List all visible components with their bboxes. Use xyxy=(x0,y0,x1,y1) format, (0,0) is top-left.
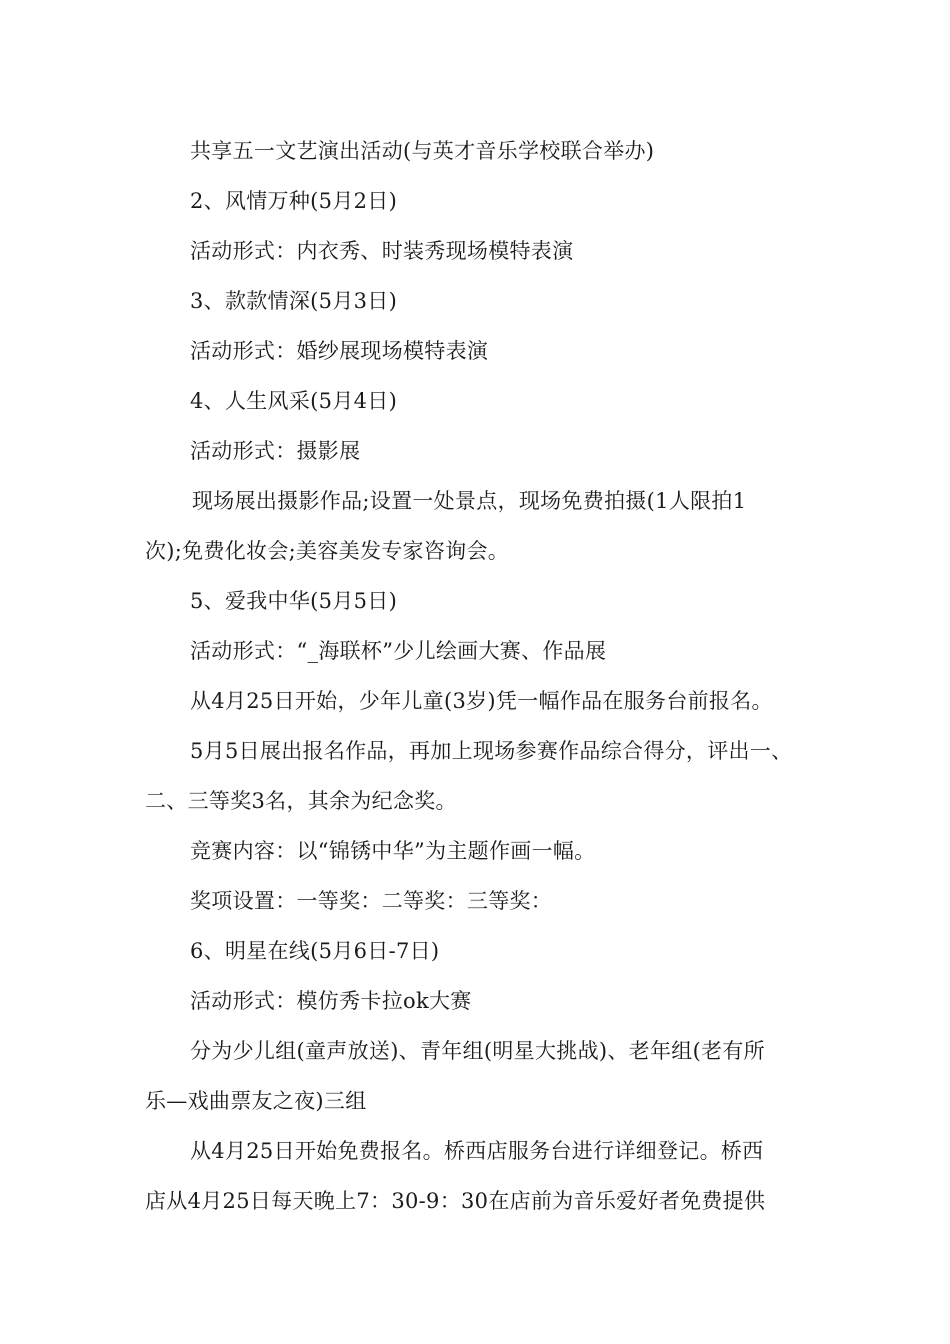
text-line: 从4月25日开始，少年儿童(3岁)凭一幅作品在服务台前报名。 xyxy=(190,689,773,713)
text-line: 奖项设置：一等奖：二等奖：三等奖： xyxy=(190,889,553,913)
text-line: 店从4月25日每天晚上7：30-9：30在店前为音乐爱好者免费提供 xyxy=(145,1189,766,1213)
text-line: 竞赛内容：以“锦锈中华”为主题作画一幅。 xyxy=(190,839,596,863)
text-line: 活动形式：内衣秀、时装秀现场模特表演 xyxy=(190,239,574,263)
text-line: 二、三等奖3名，其余为纪念奖。 xyxy=(145,789,457,813)
text-line: 6、明星在线(5月6日-7日) xyxy=(190,939,440,963)
text-line: 现场展出摄影作品;设置一处景点，现场免费拍摄(1人限拍1 xyxy=(192,489,747,513)
text-line: 2、风情万种(5月2日) xyxy=(190,189,398,213)
text-line: 活动形式：模仿秀卡拉ok大赛 xyxy=(190,989,472,1013)
text-line: 分为少儿组(童声放送)、青年组(明星大挑战)、老年组(老有所 xyxy=(190,1039,765,1063)
text-line: 活动形式：摄影展 xyxy=(190,439,361,463)
text-line: 活动形式：“_海联杯”少儿绘画大赛、作品展 xyxy=(190,639,607,663)
text-line: 从4月25日开始免费报名。桥西店服务台进行详细登记。桥西 xyxy=(190,1139,764,1163)
text-line: 4、人生风采(5月4日) xyxy=(190,389,398,413)
text-line: 活动形式：婚纱展现场模特表演 xyxy=(190,339,489,363)
text-line: 5月5日展出报名作品，再加上现场参赛作品综合得分，评出一、 xyxy=(190,739,793,763)
text-line: 次);免费化妆会;美容美发专家咨询会。 xyxy=(145,539,510,563)
text-line: 乐—戏曲票友之夜)三组 xyxy=(145,1089,367,1113)
text-line: 共享五一文艺演出活动(与英才音乐学校联合举办) xyxy=(190,139,655,163)
text-line: 3、款款情深(5月3日) xyxy=(190,289,398,313)
text-line: 5、爱我中华(5月5日) xyxy=(190,589,398,613)
